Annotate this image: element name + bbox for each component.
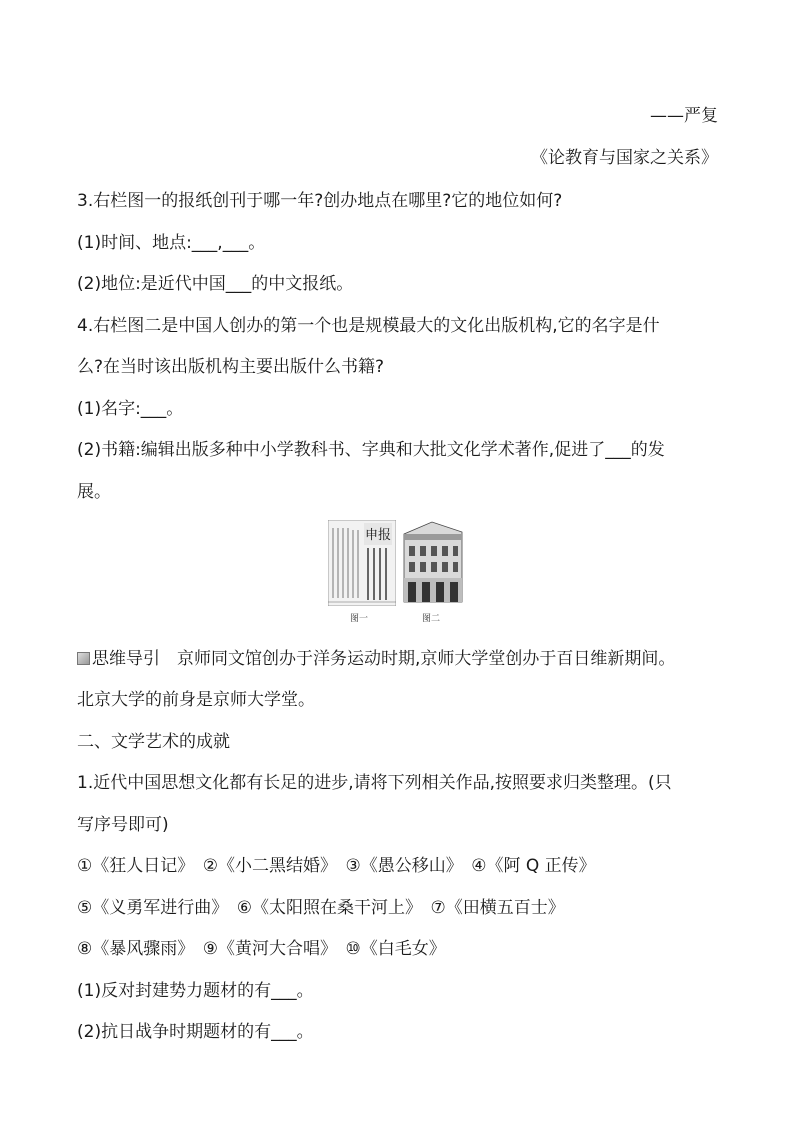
figures-group xyxy=(326,520,466,628)
svg-text:申报: 申报 xyxy=(364,528,392,543)
section-2-answer-2: (2)抗日战争时期题材的有___。 xyxy=(77,1022,314,1042)
quote-source: 《论教育与国家之关系》 xyxy=(531,148,718,168)
section-2-question-1-line-2: 写序号即可) xyxy=(77,815,169,835)
mind-guide-icon xyxy=(77,652,90,665)
works-list-row-1: ①《狂人日记》 ②《小二黑结婚》 ③《愚公移山》 ④《阿 Q 正传》 xyxy=(77,856,596,876)
mind-guide-text: 思维导引 京师同文馆创办于洋务运动时期,京师大学堂创办于百日维新期间。 xyxy=(92,649,676,669)
section-2-question-1-line-1: 1.近代中国思想文化都有长足的进步,请将下列相关作品,按照要求归类整理。(只 xyxy=(77,773,672,793)
publishing-house-building-image xyxy=(400,520,466,606)
works-list-row-2: ⑤《义勇军进行曲》 ⑥《太阳照在桑干河上》 ⑦《田横五百士》 xyxy=(77,898,565,918)
section-2-heading: 二、文学艺术的成就 xyxy=(77,732,230,752)
question-3-answer-2: (2)地位:是近代中国___的中文报纸。 xyxy=(77,274,354,294)
figure-2-caption: 图二 xyxy=(422,614,441,624)
works-list-row-3: ⑧《暴风骤雨》 ⑨《黄河大合唱》 ⑩《白毛女》 xyxy=(77,939,446,959)
question-4-answer-2-line-2: 展。 xyxy=(77,482,111,502)
question-4-line-1: 4.右栏图二是中国人创办的第一个也是规模最大的文化出版机构,它的名字是什 xyxy=(77,316,660,336)
question-3: 3.右栏图一的报纸创刊于哪一年?创办地点在哪里?它的地位如何? xyxy=(77,191,563,211)
figure-1-caption: 图一 xyxy=(350,614,369,624)
newspaper-image xyxy=(328,520,396,606)
question-4-answer-1: (1)名字:___。 xyxy=(77,399,184,419)
question-4-line-2: 么?在当时该出版机构主要出版什么书籍? xyxy=(77,357,385,377)
question-3-answer-1: (1)时间、地点:___,___。 xyxy=(77,233,266,253)
mind-guide-line-2: 北京大学的前身是京师大学堂。 xyxy=(77,690,315,710)
quote-author: ——严复 xyxy=(650,106,718,126)
question-4-answer-2-line-1: (2)书籍:编辑出版多种中小学教科书、字典和大批文化学术著作,促进了___的发 xyxy=(77,440,665,460)
section-2-answer-1: (1)反对封建势力题材的有___。 xyxy=(77,981,314,1001)
mind-guide-line-1 xyxy=(77,649,675,669)
